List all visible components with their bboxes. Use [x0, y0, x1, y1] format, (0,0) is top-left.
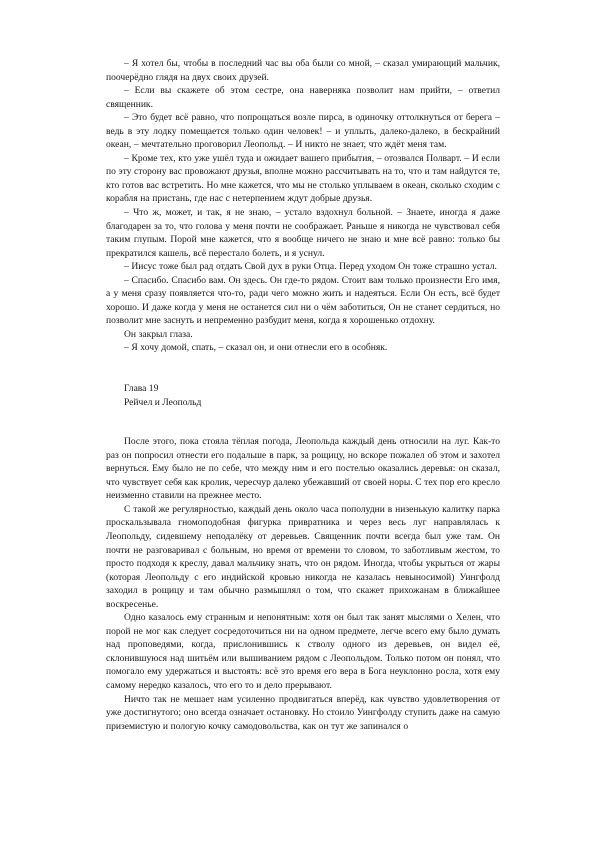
paragraph: – Это будет всё равно, что попрощаться возле пирса, в одиночку оттолкнуться от берега – ведь в эту лодку помещается только один человек! – и уплыть, далеко-далеко, в бескрайний океан, – мечтательно проговорил Леопольд. – И никто не знает, что ждёт меня там.: [106, 112, 500, 151]
paragraph: С такой же регулярностью, каждый день около часа пополудни в низенькую калитку парка проскальзывала гномоподобная фигурка привратника и через весь луг направлялась к Леопольду, сидевшему неподалёку от деревьев. Священник почти всегда был уже там. Он почти не разговаривал с больным, но время от времени то словом, то заботливым жестом, то просто подходя к креслу, давал мальчику знать, что он рядом. Иногда, чтобы укрыться от жары (которая Леопольду с его индийской кровью никогда не казалась невыносимой) Уингфолд заходил в рощицу и там обычно размышлял о том, что скажет прихожанам в ближайшее воскресенье.: [106, 503, 500, 610]
paragraph: – Иисус тоже был рад отдать Свой дух в руки Отца. Перед уходом Он тоже страшно устал.: [124, 261, 497, 273]
paragraph: Ничто так не мешает нам усиленно продвигаться вперёд, как чувство удовлетворения от уже достигнутого; оно всегда означает остановку. Но стоило Уингфолду ступить даже на самую приземистую и пологую кочку самодовольства, как он тут же запинался о: [106, 693, 500, 732]
paragraph: – Я хотел бы, чтобы в последний час вы оба были со мной, – сказал умирающий мальчик, поочерёдно глядя на двух своих друзей.: [106, 58, 500, 83]
chapter-number: Глава 19: [124, 383, 159, 395]
paragraph: – Я хочу домой, спать, – сказал он, и они отнесли его в особняк.: [124, 342, 388, 354]
chapter-heading: [106, 382, 500, 409]
paragraph: После этого, пока стояла тёплая погода, Леопольда каждый день относили на луг. Как-то раз он попросил отнести его подальше в парк, за рощицу, но вскоре пожалел об этом и захотел вернуться. Ему было не по себе, что между ним и его постелью оказались деревья: он сказал, что чувствует себя как кролик, чересчур далеко убежавший от своей норы. С тех пор его кресло неизменно ставили на прежнее место.: [106, 436, 500, 502]
chapter-spacer-after: [106, 409, 500, 435]
chapter-title: Рейчел и Леопольд: [124, 396, 202, 408]
paragraph: Он закрыл глаза.: [124, 328, 193, 340]
paragraph: – Спасибо. Спасибо вам. Он здесь. Он где-то рядом. Стоит вам только произнести Его имя, а у меня сразу появляется что-то, ради чего можно жить и надеяться. Если Он есть, всё будет хорошо. И даже когда у меня не останется сил ни о чём заботиться, Он не станет сердиться, но позволит мне заснуть и непременно разбудит меня, когда я хорошенько отдохну.: [106, 274, 500, 327]
text-column: [106, 57, 500, 733]
chapter-spacer-before: [106, 355, 500, 382]
paragraph: – Кроме тех, кто уже ушёл туда и ожидает вашего прибытия, – отозвался Полварт. – И если по эту сторону вас провожают друзья, вполне можно рассчитывать на то, что и там найдутся те, кто готов вас встретить. Но мне кажется, что мы не столько уплываем в океан, сколько сходим с корабля на пристань, где нас с нетерпением ждут добрые друзья.: [106, 152, 500, 205]
paragraph: Одно казалось ему странным и непонятным: хотя он был так занят мыслями о Хелен, что порой не мог как следует сосредоточиться ни на одном предмете, легче всего ему было думать над проповедями, когда, прислонившись к стволу одного из деревьев, он видел её, склонившуюся над шитьём или вышиванием рядом с Леопольдом. Только потом он понял, что помогало ему удержаться и выстоять: всё это время его вера в Бога неуклонно росла, хотя ему самому нередко казалось, что его то и дело прерывают.: [106, 612, 500, 691]
paragraph: – Что ж, может, и так, я не знаю, – устало вздохнул больной. – Знаете, иногда я даже благодарен за то, что голова у меня почти не соображает. Раньше я никогда не чувствовал себя таким глупым. Порой мне кажется, что я вообще ничего не знаю и мне всё равно: только бы прекратился кашель, всё перестало болеть, и я уснул.: [106, 207, 500, 259]
paragraph: – Если вы скажете об этом сестре, она наверняка позволит нам прийти, – ответил священник.: [106, 85, 500, 110]
